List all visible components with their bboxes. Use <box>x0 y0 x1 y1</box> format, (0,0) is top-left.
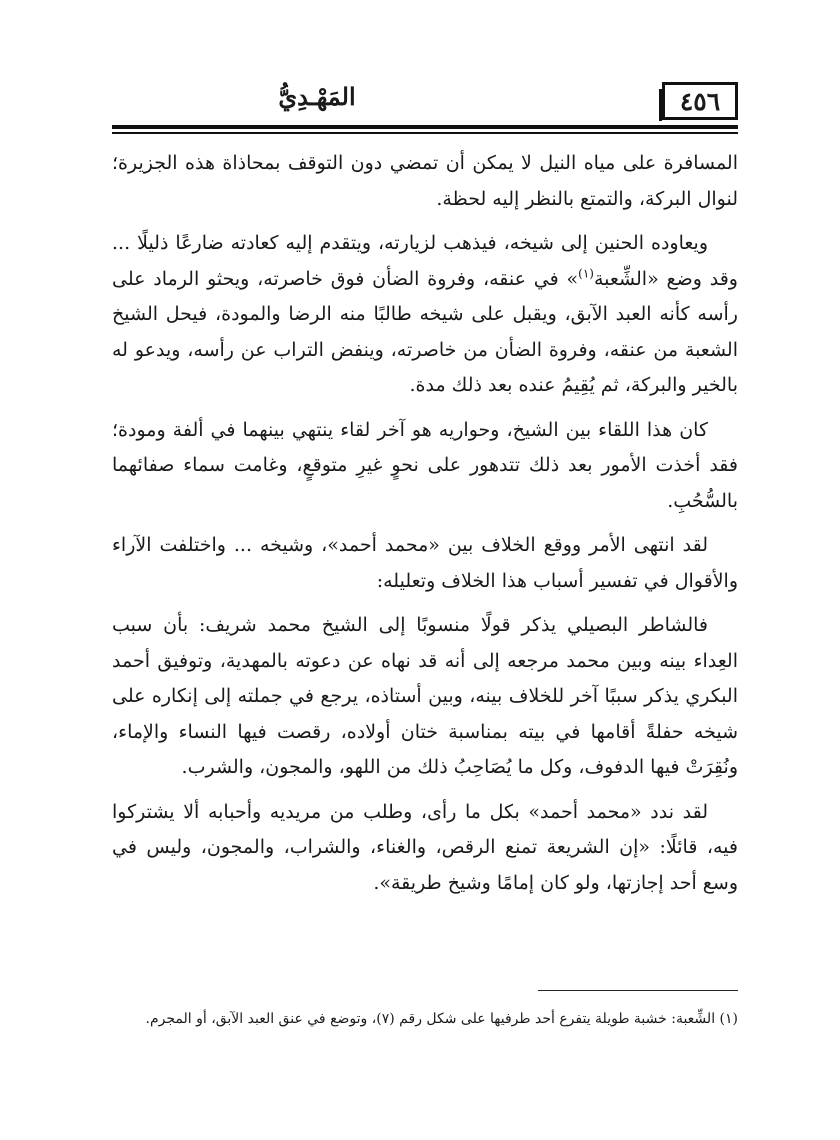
paragraph: فالشاطر البصيلي يذكر قولًا منسوبًا إلى الشيخ محمد شريف: بأن سبب العِداء بينه وبين محمد مرجعه إلى أنه قد نهاه عن دعوته بالمهدية، وتوفيق أحمد البكري يذكر سببًا آخر للخلاف بينه، وبين أستاذه، يرجع في جملته إلى إنكاره على شيخه حفلةً أقامها في بيته بمناسبة ختان أولاده، رقصت فيها النساء والإماء، ونُقِرَتْ فيها الدفوف، وكل ما يُصَاحِبُ ذلك من اللهو، والمجون، والشرب. <box>112 614 738 778</box>
footnote: (١) الشِّعبة: خشبة طويلة يتفرع أحد طرفيها على شكل رقم (٧)، وتوضع في عنق العبد الآبق، أو المجرم. <box>145 1011 738 1027</box>
footnote-marker[interactable]: (١) <box>578 266 594 281</box>
paragraph <box>112 226 738 404</box>
header-rule-thin <box>112 132 738 134</box>
paragraph: لقد انتهى الأمر ووقع الخلاف بين «محمد أحمد»، وشيخه ... واختلفت الآراء والأقوال في تفسير أسباب هذا الخلاف وتعليله: <box>112 534 738 592</box>
paragraph-part: » في عنقه، وفروة الضأن فوق خاصرته، ويحثو الرماد على رأسه كأنه العبد الآبق، ويقبل على شيخه طالبًا منه الرضا والمودة، فيحل الشيخ الشعبة من عنقه، وفروة الضأن من خاصرته، وينفض التراب عن رأسه، ويدعو له بالخير والبركة، ثم يُقِيمُ عنده بعد ذلك مدة. <box>112 267 738 396</box>
paragraph-part: وضع «الشِّعبة <box>593 267 702 290</box>
running-title: المَهْـدِيُّ <box>278 82 356 111</box>
paragraph-lead: ويعاوده الحنين إلى شيخه، فيذهب لزيارته، ويتقدم إليه كعادته ضارعًا ذليلًا ... وقد <box>112 232 738 290</box>
paragraph: كان هذا اللقاء بين الشيخ، وحواريه هو آخر لقاء ينتهي بينهما في ألفة ومودة؛ فقد أخذت الأمور بعد ذلك تتدهور على نحوٍ غيرِ متوقعٍ، وغامت سماء صفائهما بالسُّحُبِ. <box>112 418 738 512</box>
page-header <box>112 78 738 128</box>
page-number: ٤٥٦ <box>662 82 738 120</box>
paragraph: المسافرة على مياه النيل لا يمكن أن تمضي دون التوقف بمحاذاة هذه الجزيرة؛ لنوال البركة، والتمتع بالنظر إليه لحظة. <box>112 152 738 210</box>
body-text <box>112 146 738 910</box>
paragraph: لقد ندد «محمد أحمد» بكل ما رأى، وطلب من مريديه وأحبابه ألا يشتركوا فيه، قائلًا: «إن الشريعة تمنع الرقص، والغناء، والشراب، والمجون، وليس في وسع أحد إجازتها، ولو كان إمامًا وشيخ طريقة». <box>112 800 738 894</box>
footnote-rule <box>538 990 738 991</box>
header-rule-thick <box>112 125 738 129</box>
